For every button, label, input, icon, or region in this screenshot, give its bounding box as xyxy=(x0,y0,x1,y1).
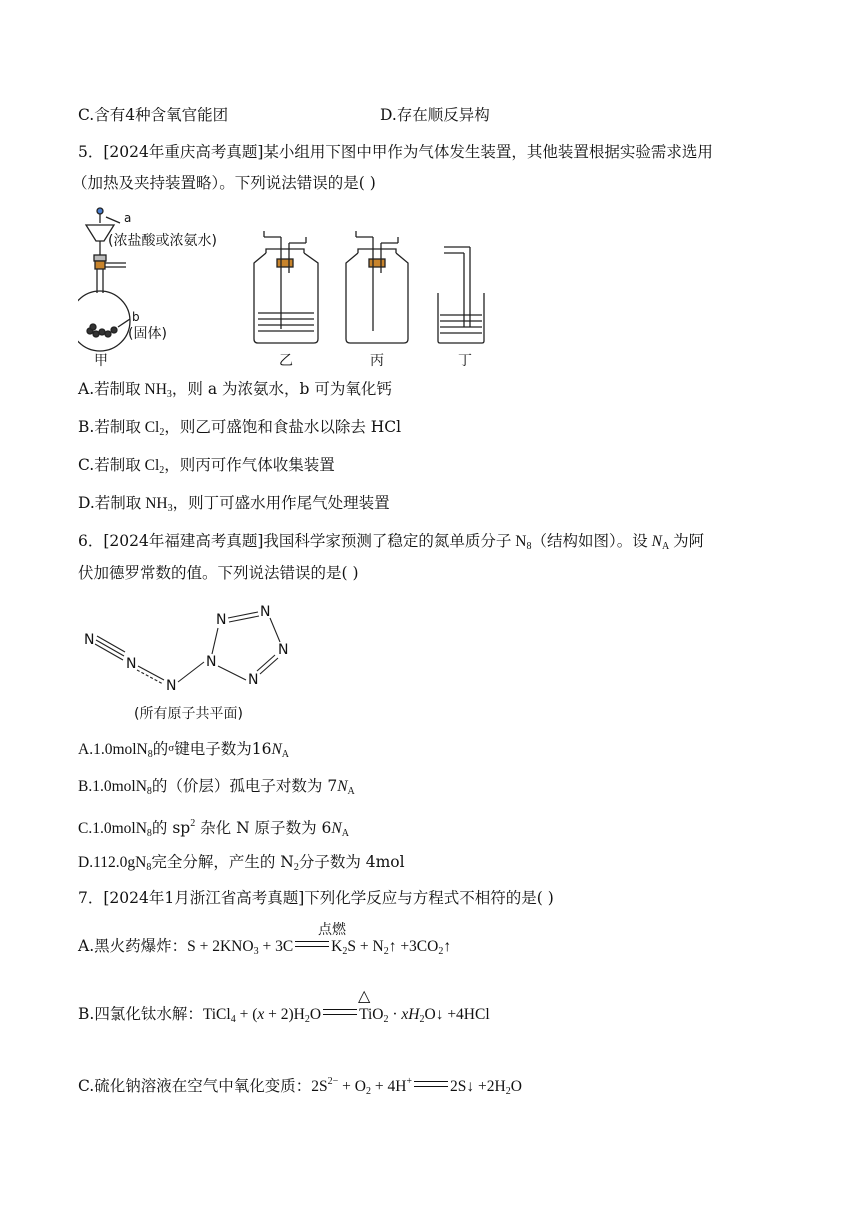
n8-atom: N xyxy=(126,656,137,672)
label-a: a xyxy=(124,211,132,225)
n8-atom: N xyxy=(206,654,217,670)
n8-atom: N xyxy=(260,604,271,620)
q7-stem: 7．[2024年1月浙江省高考真题]下列化学反应与方程式不相符的是( ) xyxy=(78,889,554,907)
q6-option-b: B.1.0molN$_8$的（价层）孤电子对数为 $7N_A$ xyxy=(78,777,355,797)
q5-stem-line1: 5．[2024年重庆高考真题]某小组用下图中甲作为气体发生装置，其他装置根据实验需求选用 xyxy=(78,143,713,161)
label-bing: 丙 xyxy=(370,353,384,369)
q6-stem-line2: 伏加德罗常数的值。下列说法错误的是( ) xyxy=(78,564,359,582)
q6-option-d: $D.112.0gN_8$完全分解，产生的 $N_2$分子数为 4mol xyxy=(78,853,405,873)
apparatus-ding xyxy=(438,247,484,343)
q4-option-c: C.含有4种含氧官能团 xyxy=(78,106,229,124)
q6-option-c: C.1.0molN$_8$的 $sp^2$ 杂化 N 原子数为 $6N_A$ xyxy=(78,818,349,839)
q5-apparatus-figure xyxy=(78,203,518,373)
equals-sign xyxy=(323,1009,357,1015)
q7-option-c: C.硫化钠溶液在空气中氧化变质：$2S^{2-} + O_2 + 4H^+$ 2S↓ $+2H_2O$ xyxy=(78,1076,522,1097)
q7-a-condition: 点燃 xyxy=(318,922,346,938)
n8-structure-figure xyxy=(78,596,308,726)
label-ding: 丁 xyxy=(458,353,472,369)
q4-option-d: D.存在顺反异构 xyxy=(380,106,490,124)
label-b: b xyxy=(132,310,140,324)
n8-atom: N xyxy=(84,632,95,648)
n8-atom: N xyxy=(166,678,177,694)
apparatus-yi xyxy=(254,231,318,343)
equals-sign xyxy=(295,941,329,947)
q7-option-a: A.黑火药爆炸：$S + 2KNO_3 + 3C$ $K_2S$ + $N_2↑$ $+3CO_2↑$ xyxy=(78,937,452,957)
n8-atom: N xyxy=(216,612,227,628)
label-a-text: (浓盐酸或浓氨水) xyxy=(108,233,217,249)
label-b-text: (固体) xyxy=(128,326,167,342)
n8-atom: N xyxy=(278,642,289,658)
q7-b-condition: △ xyxy=(358,986,371,1005)
label-jia: 甲 xyxy=(94,353,108,369)
q5-option-a: A.若制取 $NH_3$，则 a 为浓氨水，b 可为氧化钙 xyxy=(78,380,392,400)
label-yi: 乙 xyxy=(279,353,293,369)
q7-option-b: B.四氯化钛水解：TiCl$_4$ + $(x + 2)H_2O$ $TiO_2 \cdot xH_2O↓ +4HCl$ xyxy=(78,1005,490,1025)
q5-option-d: D.若制取 $NH_3$，则丁可盛水用作尾气处理装置 xyxy=(78,494,390,514)
equals-sign xyxy=(414,1081,448,1087)
apparatus-bing xyxy=(346,231,408,343)
n8-atom: N xyxy=(248,672,259,688)
q6-option-a: A.1.0molN$_8$的σ键电子数为$16N_A$ xyxy=(78,740,290,760)
q5-stem-line2: （加热及夹持装置略）。下列说法错误的是( ) xyxy=(72,174,376,192)
q5-option-c: C.若制取 $Cl_2$，则丙可作气体收集装置 xyxy=(78,456,335,476)
apparatus-jia xyxy=(78,208,130,351)
q5-option-b: B.若制取 $Cl_2$，则乙可盛饱和食盐水以除去 HCl xyxy=(78,418,402,438)
q6-stem-line1: 6．[2024年福建高考真题]我国科学家预测了稳定的氮单质分子 $N_8$（结构如图）。设 $N_A$ 为阿 xyxy=(78,532,705,552)
n8-caption: (所有原子共平面) xyxy=(134,706,243,722)
